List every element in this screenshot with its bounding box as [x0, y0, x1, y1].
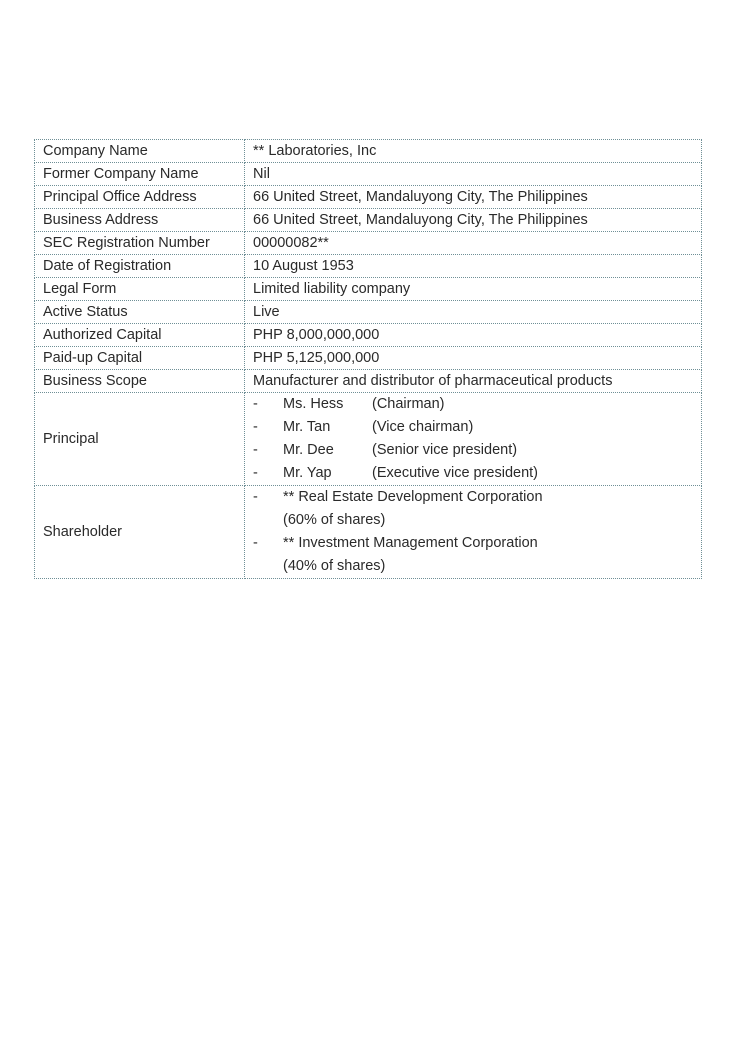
bullet-dash: - [253, 396, 258, 412]
shareholder-item [253, 532, 693, 555]
row-value: 66 United Street, Mandaluyong City, The Philippines [245, 186, 702, 209]
principal-item [253, 439, 693, 462]
table-row [35, 278, 702, 301]
row-label: Former Company Name [35, 163, 245, 186]
row-value: Live [245, 301, 702, 324]
principal-name: Mr. Tan [283, 419, 331, 435]
principal-role: (Senior vice president) [372, 442, 518, 458]
principal-name: Mr. Yap [283, 465, 332, 481]
bullet-dash: - [253, 419, 258, 435]
company-info-table [34, 139, 702, 579]
row-label: Date of Registration [35, 255, 245, 278]
row-value: ** Laboratories, Inc [245, 140, 702, 163]
shareholder-list [253, 486, 693, 509]
principal-role: (Executive vice president) [372, 465, 539, 481]
principal-list [253, 393, 693, 485]
row-value: Limited liability company [245, 278, 702, 301]
row-label: Company Name [35, 140, 245, 163]
row-label: Principal Office Address [35, 186, 245, 209]
shareholder-label: Shareholder [35, 486, 245, 579]
row-label: Business Scope [35, 370, 245, 393]
table-row [35, 347, 702, 370]
row-label: Business Address [35, 209, 245, 232]
principal-row [35, 393, 702, 486]
table-row [35, 163, 702, 186]
principal-item [253, 416, 693, 439]
bullet-dash: - [253, 442, 258, 458]
row-value: Nil [245, 163, 702, 186]
principal-role: (Vice chairman) [372, 419, 474, 435]
table-row [35, 209, 702, 232]
table-row [35, 324, 702, 347]
table-row [35, 370, 702, 393]
table-row [35, 301, 702, 324]
principal-item [253, 462, 693, 485]
bullet-dash: - [253, 465, 258, 481]
principal-item [253, 393, 693, 416]
shareholder-list-cell [245, 486, 702, 579]
row-label: SEC Registration Number [35, 232, 245, 255]
shareholder-name: ** Real Estate Development Corporation [283, 489, 543, 505]
row-label: Legal Form [35, 278, 245, 301]
row-value: Manufacturer and distributor of pharmaceutical products [245, 370, 702, 393]
row-value: PHP 5,125,000,000 [245, 347, 702, 370]
principal-role: (Chairman) [372, 396, 445, 412]
principal-label: Principal [35, 393, 245, 486]
table-row [35, 186, 702, 209]
table-row [35, 232, 702, 255]
principal-name: Mr. Dee [283, 442, 334, 458]
row-label: Paid-up Capital [35, 347, 245, 370]
shareholder-row [35, 486, 702, 579]
row-value: PHP 8,000,000,000 [245, 324, 702, 347]
principal-name: Ms. Hess [283, 396, 344, 412]
row-label: Active Status [35, 301, 245, 324]
shareholder-share: (60% of shares) [283, 512, 386, 528]
shareholder-list [253, 532, 693, 555]
shareholder-share: (40% of shares) [283, 558, 386, 574]
principal-list-cell [245, 393, 702, 486]
row-value: 66 United Street, Mandaluyong City, The Philippines [245, 209, 702, 232]
bullet-dash: - [253, 489, 258, 505]
row-label: Authorized Capital [35, 324, 245, 347]
row-value: 10 August 1953 [245, 255, 702, 278]
bullet-dash: - [253, 535, 258, 551]
table-row [35, 255, 702, 278]
shareholder-item [253, 486, 693, 509]
table-row [35, 140, 702, 163]
row-value: 00000082** [245, 232, 702, 255]
shareholder-name: ** Investment Management Corporation [283, 535, 538, 551]
